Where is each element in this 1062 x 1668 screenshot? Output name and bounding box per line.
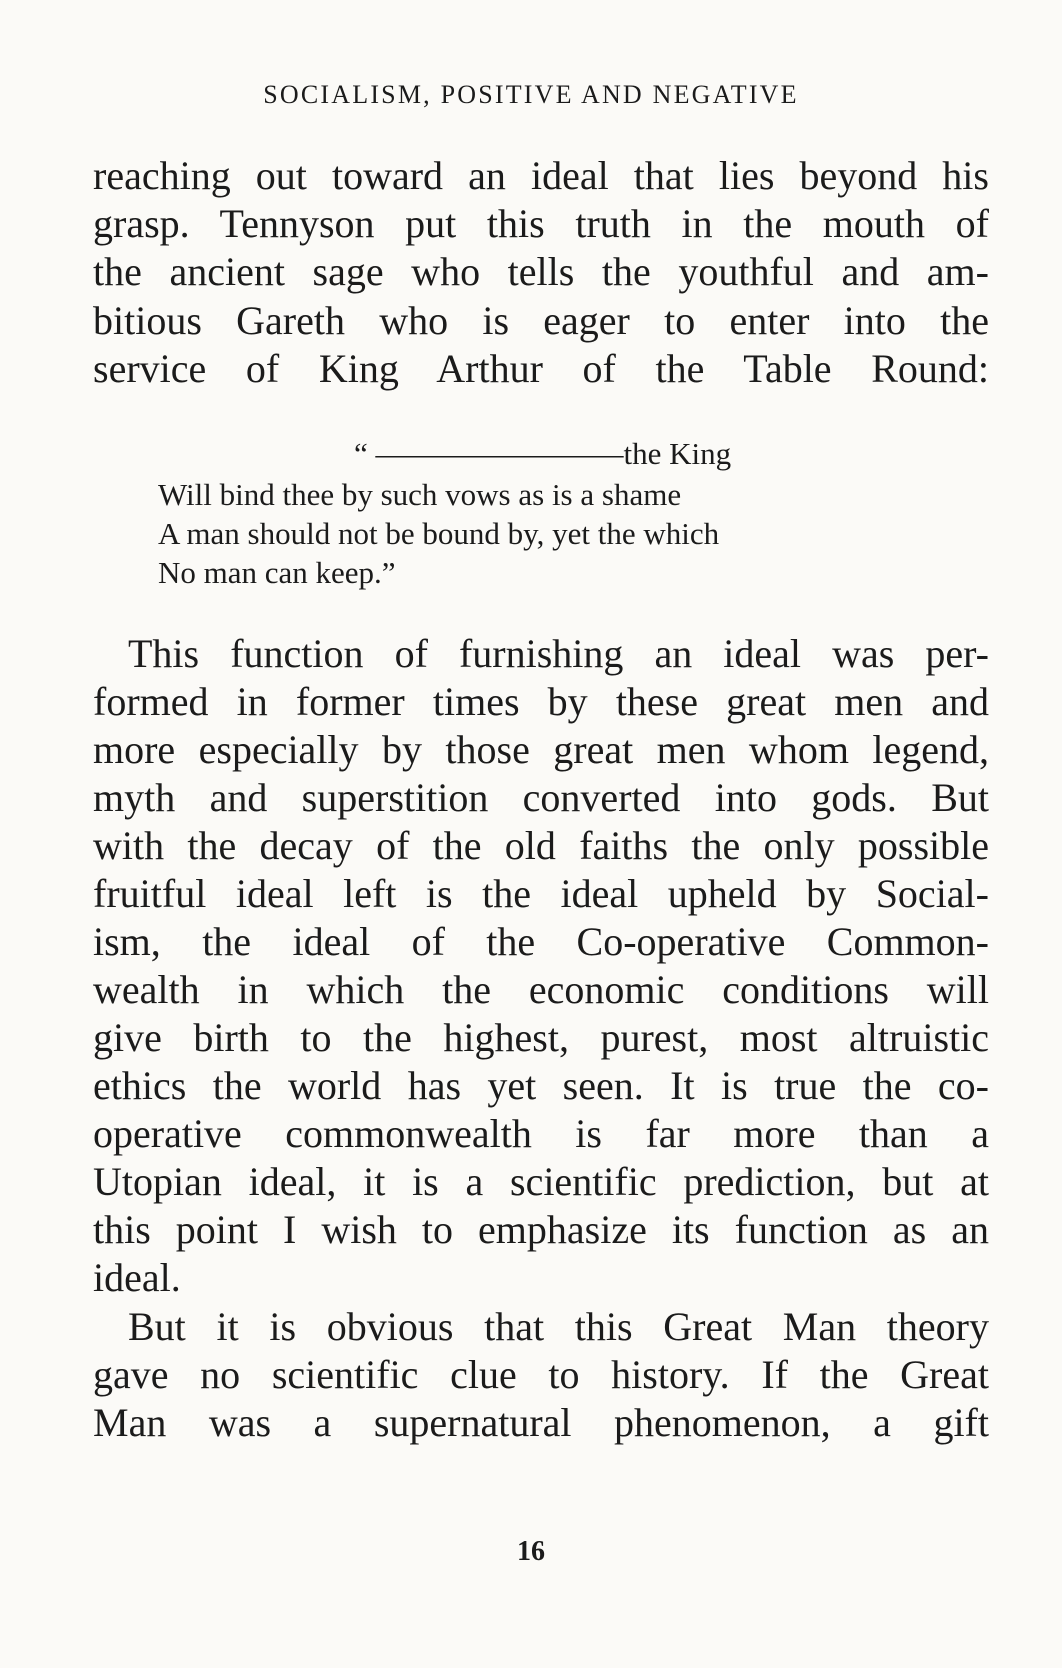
quote-line: No man can keep.” [158, 555, 396, 590]
quote-line: Will bind thee by such vows as is a shame [158, 477, 682, 512]
text-line: reaching out toward an ideal that lies beyond his [93, 153, 989, 198]
text-line: wealth in which the economic conditions will [93, 967, 989, 1012]
text-line: service of King Arthur of the Table Round: [93, 346, 989, 391]
paragraph-first-line: This function of furnishing an ideal was per- [128, 631, 989, 676]
text-line: the ancient sage who tells the youthful and am- [93, 249, 989, 294]
text-line: grasp. Tennyson put this truth in the mouth of [93, 201, 989, 246]
text-line: myth and superstition converted into gods. But [93, 775, 989, 820]
text-line: ism, the ideal of the Co-operative Common- [93, 919, 989, 964]
text-line: more especially by those great men whom legend, [93, 727, 989, 772]
quote-line: “ ————————the King [354, 436, 732, 471]
text-line: Utopian ideal, it is a scientific prediction, but at [93, 1159, 989, 1204]
text-line: with the decay of the old faiths the only possible [93, 823, 989, 868]
running-head: SOCIALISM, POSITIVE AND NEGATIVE [263, 80, 799, 109]
text-line: Man was a supernatural phenomenon, a gift [93, 1400, 989, 1445]
text-line: give birth to the highest, purest, most altruistic [93, 1015, 989, 1060]
text-line: operative commonwealth is far more than a [93, 1111, 989, 1156]
text-line: ideal. [93, 1255, 181, 1300]
text-line: gave no scientific clue to history. If the Great [93, 1352, 989, 1397]
text-line: fruitful ideal left is the ideal upheld by Social- [93, 871, 989, 916]
quote-line: A man should not be bound by, yet the which [158, 516, 720, 551]
paragraph-first-line: But it is obvious that this Great Man theory [128, 1304, 989, 1349]
page-number: 16 [517, 1536, 545, 1567]
text-line: this point I wish to emphasize its function as an [93, 1207, 989, 1252]
text-line: ethics the world has yet seen. It is true the co- [93, 1063, 989, 1108]
text-line: formed in former times by these great men and [93, 679, 989, 724]
text-line: bitious Gareth who is eager to enter into the [93, 298, 989, 343]
